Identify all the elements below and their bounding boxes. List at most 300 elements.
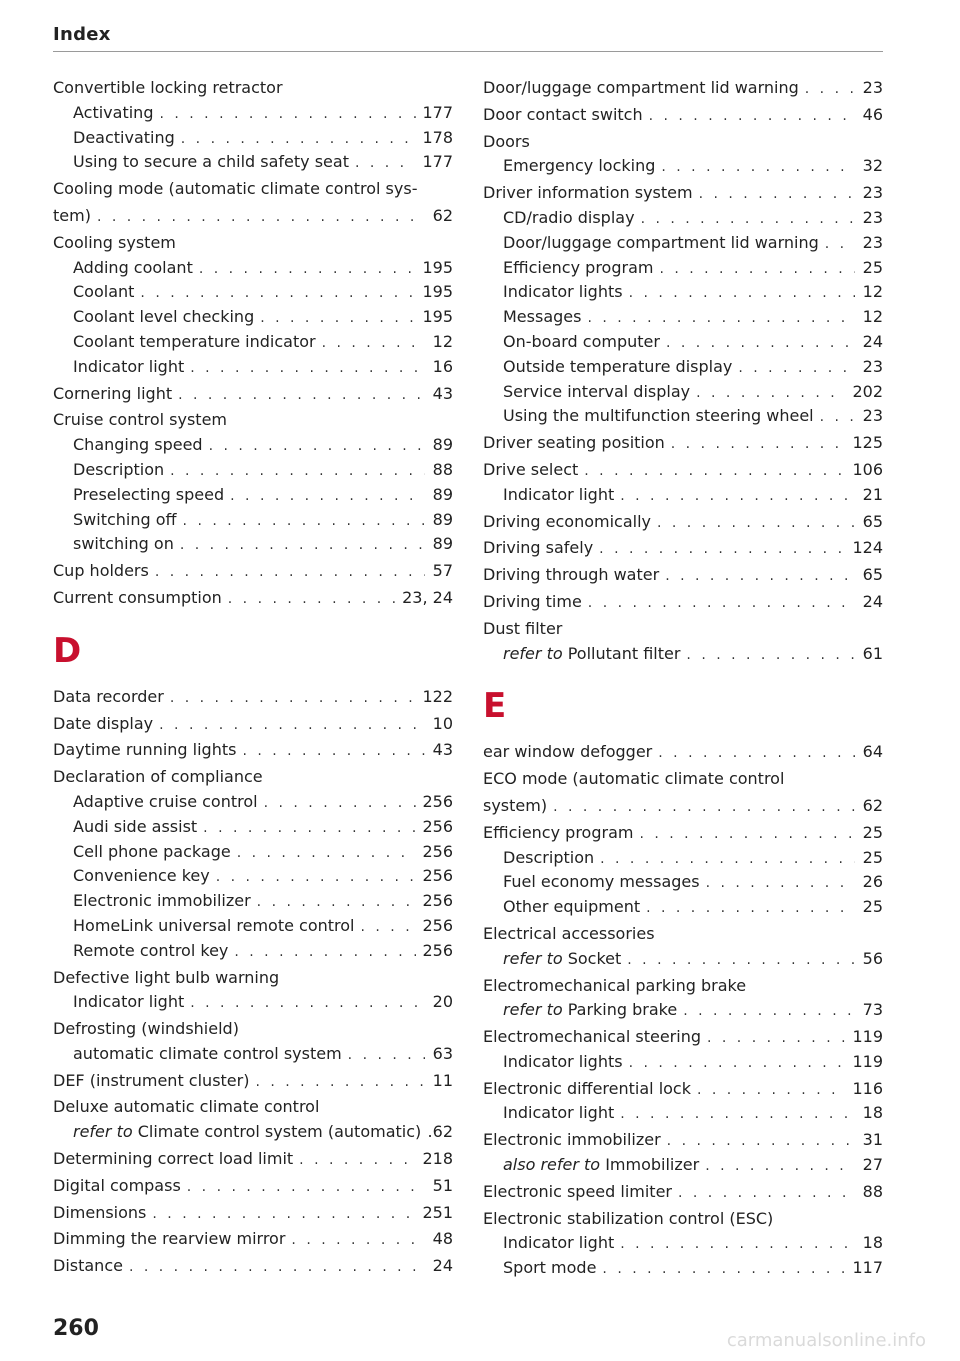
index-subentry <box>53 355 453 380</box>
dot-leader <box>649 104 855 129</box>
index-term <box>503 1153 699 1178</box>
index-entry <box>483 922 883 947</box>
index-subentry <box>53 864 453 889</box>
index-entry <box>53 1069 453 1094</box>
index-entry <box>53 765 453 790</box>
index-subentry <box>53 790 453 815</box>
dot-leader <box>600 847 855 872</box>
index-entry <box>53 231 453 256</box>
index-term: Digital compass <box>53 1175 181 1195</box>
dot-leader <box>686 643 855 668</box>
page-reference: 125 <box>852 433 883 453</box>
dot-leader <box>666 331 855 356</box>
index-term: Data recorder <box>53 686 164 706</box>
cross-reference-label: refer to <box>503 948 563 968</box>
dot-leader <box>183 509 425 534</box>
index-term <box>503 642 680 667</box>
dot-leader <box>178 383 425 408</box>
index-subentry <box>483 256 883 281</box>
dot-leader <box>322 331 425 356</box>
index-subentry <box>53 101 453 126</box>
index-term: CD/radio display <box>503 207 635 227</box>
header-divider <box>53 51 883 52</box>
page-reference: 24 <box>862 591 883 611</box>
dot-leader <box>361 915 417 940</box>
page-reference: 256 <box>422 915 453 935</box>
index-term: Drive select <box>483 459 579 479</box>
index-subentry <box>483 404 883 429</box>
index-term: Remote control key <box>73 940 229 960</box>
dot-leader <box>299 1148 416 1173</box>
page-reference: 256 <box>422 866 453 886</box>
index-entry <box>483 821 883 846</box>
dot-leader <box>181 127 417 152</box>
dot-leader <box>620 1102 855 1127</box>
dot-leader <box>697 1078 846 1103</box>
index-subentry <box>53 433 453 458</box>
page-reference: 106 <box>852 459 883 479</box>
page-reference: 12 <box>862 282 883 302</box>
cross-reference-label: refer to <box>503 643 563 663</box>
index-subentry <box>53 840 453 865</box>
index-subentry <box>483 483 883 508</box>
index-term: Electronic immobilizer <box>483 1130 661 1150</box>
dot-leader <box>706 871 855 896</box>
index-term: Indicator light <box>503 1103 615 1123</box>
index-entry <box>53 559 453 584</box>
index-entry <box>53 382 453 407</box>
index-term: Driving time <box>483 591 582 611</box>
dot-leader <box>667 1129 855 1154</box>
index-entry <box>483 1180 883 1205</box>
dot-leader <box>707 1026 846 1051</box>
index-term: Electronic differential lock <box>483 1078 691 1098</box>
page-reference: 43 <box>432 740 453 760</box>
index-entry <box>483 974 883 999</box>
page-reference: 177 <box>422 102 453 122</box>
index-entry <box>53 685 453 710</box>
page-reference: 27 <box>862 1155 883 1175</box>
index-term: Audi side assist <box>73 816 198 836</box>
index-subentry <box>483 1231 883 1256</box>
index-term: Indicator lights <box>503 1051 623 1071</box>
index-subentry <box>53 939 453 964</box>
dot-leader <box>587 306 855 331</box>
index-term: Adaptive cruise control <box>73 791 258 811</box>
index-term: Indicator lights <box>503 282 623 302</box>
index-term: Date display <box>53 713 154 733</box>
page-reference: 61 <box>862 643 883 663</box>
index-term: Electromechanical parking brake <box>483 975 747 995</box>
dot-leader <box>699 182 855 207</box>
index-term: Description <box>73 459 165 479</box>
index-term: Using to secure a child safety seat <box>73 152 349 172</box>
dot-leader <box>678 1181 855 1206</box>
page-reference: 23, 24 <box>402 587 453 607</box>
cross-reference-label: refer to <box>503 1000 563 1020</box>
index-term: tem) <box>53 205 91 225</box>
index-subentry <box>483 846 883 871</box>
page-reference: 18 <box>862 1233 883 1253</box>
dot-leader <box>641 207 855 232</box>
index-term <box>503 998 677 1023</box>
page-reference: 57 <box>432 561 453 581</box>
dot-leader <box>264 791 417 816</box>
index-subentry <box>483 642 883 667</box>
index-term: Indicator light <box>73 992 185 1012</box>
index-term: Doors <box>483 131 530 151</box>
dot-leader <box>159 713 425 738</box>
index-subentry <box>483 1256 883 1281</box>
dot-leader <box>696 381 846 406</box>
index-term: Dimensions <box>53 1202 147 1222</box>
index-term: Driving through water <box>483 565 660 585</box>
index-subentry <box>483 947 883 972</box>
section-letter: E <box>483 686 507 727</box>
index-term: Dust filter <box>483 618 563 638</box>
index-term: Coolant temperature indicator <box>73 331 316 351</box>
index-subentry <box>483 330 883 355</box>
page-reference: 21 <box>862 484 883 504</box>
dot-leader <box>228 587 396 612</box>
index-term: Fuel economy messages <box>503 872 700 892</box>
index-subentry <box>53 1120 453 1145</box>
page-reference: 89 <box>432 534 453 554</box>
dot-leader <box>140 281 416 306</box>
page-reference: 20 <box>432 992 453 1012</box>
section-letter: D <box>53 630 82 671</box>
index-term: Sport mode <box>503 1258 597 1278</box>
index-entry <box>483 794 883 819</box>
dot-leader <box>620 1232 855 1257</box>
dot-leader <box>602 1257 846 1282</box>
index-entry <box>53 1147 453 1172</box>
page-reference: 10 <box>432 713 453 733</box>
cross-reference-target: Climate control system (automatic) <box>137 1122 422 1142</box>
dot-leader <box>348 1043 425 1068</box>
index-entry <box>53 586 453 611</box>
index-entry <box>483 76 883 101</box>
index-term: Defrosting (windshield) <box>53 1019 239 1039</box>
index-term: Cup holders <box>53 561 149 581</box>
index-entry <box>483 181 883 206</box>
index-subentry <box>483 895 883 920</box>
index-term: Deactivating <box>73 127 175 147</box>
page-reference: 122 <box>422 686 453 706</box>
index-term: automatic climate control system <box>73 1043 342 1063</box>
page-reference: 195 <box>422 282 453 302</box>
page-reference: 46 <box>862 104 883 124</box>
index-term: Door/luggage compartment lid warning <box>503 232 819 252</box>
dot-leader <box>553 795 855 820</box>
index-subentry <box>483 305 883 330</box>
index-term: Current consumption <box>53 587 222 607</box>
index-term: Service interval display <box>503 381 691 401</box>
dot-leader <box>659 257 855 282</box>
index-entry <box>483 1077 883 1102</box>
dot-leader <box>159 102 416 127</box>
index-term: Electronic stabilization control (ESC) <box>483 1208 774 1228</box>
page-reference: 23 <box>862 232 883 252</box>
index-entry <box>483 767 883 792</box>
watermark-text: carmanualsonline.info <box>726 1330 926 1351</box>
page-reference: 25 <box>862 897 883 917</box>
dot-leader <box>129 1255 425 1280</box>
index-subentry <box>483 231 883 256</box>
dot-leader <box>155 560 425 585</box>
index-subentry <box>53 330 453 355</box>
index-term: HomeLink universal remote control <box>73 915 355 935</box>
page-reference: 11 <box>432 1070 453 1090</box>
page-reference: 23 <box>862 356 883 376</box>
page-reference: 25 <box>862 847 883 867</box>
page-reference: 88 <box>862 1181 883 1201</box>
page-reference: 23 <box>862 183 883 203</box>
index-subentry <box>53 458 453 483</box>
index-term: Adding coolant <box>73 257 193 277</box>
page-reference: 24 <box>432 1256 453 1276</box>
dot-leader <box>671 432 847 457</box>
index-entry <box>53 712 453 737</box>
index-term: Indicator light <box>503 1233 615 1253</box>
index-term: ear window defogger <box>483 742 653 762</box>
page-reference: 23 <box>862 78 883 97</box>
page-reference: 256 <box>422 891 453 911</box>
dot-leader <box>234 940 416 965</box>
index-subentry <box>53 1042 453 1067</box>
index-term: Description <box>503 847 595 867</box>
dot-leader <box>355 151 416 176</box>
index-term: Cruise control system <box>53 410 227 430</box>
index-subentry <box>53 508 453 533</box>
index-term <box>503 947 621 972</box>
index-term: Defective light bulb warning <box>53 967 280 987</box>
index-term: Cooling mode (automatic climate control sys- <box>53 179 418 199</box>
page-reference: 116 <box>852 1078 883 1098</box>
index-term: Declaration of compliance <box>53 767 263 787</box>
cross-reference-target: Immobilizer <box>605 1155 700 1175</box>
dot-leader <box>260 306 416 331</box>
index-entry <box>53 738 453 763</box>
dot-leader <box>584 459 846 484</box>
index-entry <box>53 177 453 202</box>
index-term: Indicator light <box>73 356 185 376</box>
index-entry <box>483 590 883 615</box>
index-term: Outside temperature display <box>503 356 733 376</box>
index-entry <box>53 1174 453 1199</box>
dot-leader <box>97 205 425 230</box>
index-column-right <box>483 76 883 1281</box>
cross-reference-label: also refer to <box>503 1155 601 1175</box>
index-entry <box>53 966 453 991</box>
page-reference: 88 <box>432 459 453 479</box>
index-subentry <box>53 990 453 1015</box>
index-subentry <box>53 483 453 508</box>
index-term: Messages <box>503 307 582 327</box>
dot-leader <box>738 356 855 381</box>
index-entry <box>483 103 883 128</box>
index-entry <box>483 740 883 765</box>
dot-leader <box>209 434 425 459</box>
page-title: Index <box>53 24 111 45</box>
index-term: Electrical accessories <box>483 923 655 943</box>
index-term: system) <box>483 795 548 815</box>
index-term: Other equipment <box>503 897 641 917</box>
index-term: Indicator light <box>503 484 615 504</box>
cross-reference-target: Socket <box>567 948 622 968</box>
index-entry <box>483 431 883 456</box>
dot-leader <box>190 356 425 381</box>
index-term: Driving economically <box>483 511 651 531</box>
index-term: Dimming the rearview mirror <box>53 1229 286 1249</box>
page-reference: 65 <box>862 565 883 585</box>
dot-leader <box>658 741 855 766</box>
dot-leader <box>629 281 855 306</box>
index-subentry <box>483 280 883 305</box>
page-reference: 12 <box>862 307 883 327</box>
page-reference: 43 <box>432 383 453 403</box>
dot-leader <box>825 232 855 257</box>
index-subentry <box>53 280 453 305</box>
index-term: Cooling system <box>53 232 176 252</box>
cross-reference-target: Pollutant filter <box>567 643 681 663</box>
page-reference: 89 <box>432 435 453 455</box>
index-subentry <box>483 380 883 405</box>
dot-leader <box>657 511 855 536</box>
index-entry <box>53 76 453 101</box>
index-entry <box>53 1254 453 1279</box>
index-entry <box>483 617 883 642</box>
dot-leader <box>705 1154 855 1179</box>
page-reference: 24 <box>862 331 883 351</box>
index-column-left <box>53 76 453 1279</box>
page-reference: 178 <box>422 127 453 147</box>
page-reference: 251 <box>422 1202 453 1222</box>
dot-leader <box>627 948 855 973</box>
dot-leader <box>629 1051 847 1076</box>
index-term <box>73 1120 421 1145</box>
index-term: Determining correct load limit <box>53 1149 294 1169</box>
index-entry <box>53 204 453 229</box>
index-subentry <box>53 815 453 840</box>
index-subentry <box>53 126 453 151</box>
index-term: switching on <box>73 534 174 554</box>
dot-leader <box>230 484 425 509</box>
index-term: Electronic speed limiter <box>483 1181 672 1201</box>
index-entry <box>483 1025 883 1050</box>
page-reference: 195 <box>422 307 453 327</box>
index-entry <box>483 1207 883 1232</box>
dot-leader <box>190 991 425 1016</box>
index-subentry <box>483 1101 883 1126</box>
dot-leader <box>255 1070 425 1095</box>
page-reference: 218 <box>422 1149 453 1169</box>
page-reference: 64 <box>862 742 883 762</box>
index-entry <box>483 1128 883 1153</box>
page-reference: 25 <box>862 822 883 842</box>
index-entry <box>53 1017 453 1042</box>
dot-leader <box>170 459 425 484</box>
index-term: Door/luggage compartment lid warning <box>483 78 799 97</box>
page-reference: 18 <box>862 1103 883 1123</box>
index-term: Efficiency program <box>483 822 634 842</box>
page-reference: 25 <box>862 257 883 277</box>
index-term: Cell phone package <box>73 841 231 861</box>
index-subentry <box>483 870 883 895</box>
page-reference: 23 <box>862 207 883 227</box>
index-subentry <box>53 532 453 557</box>
index-entry <box>53 408 453 433</box>
index-term: Changing speed <box>73 435 203 455</box>
dot-leader <box>180 533 425 558</box>
page-reference: 63 <box>432 1043 453 1063</box>
page-reference: 202 <box>852 381 883 401</box>
dot-leader <box>683 999 855 1024</box>
page-reference: 256 <box>422 841 453 861</box>
index-subentry <box>483 1050 883 1075</box>
page-reference: 31 <box>862 1130 883 1150</box>
page-reference: 48 <box>432 1229 453 1249</box>
dot-leader <box>170 686 417 711</box>
page-reference: 26 <box>862 872 883 892</box>
page-reference: 256 <box>422 816 453 836</box>
index-term: Convertible locking retractor <box>53 78 283 97</box>
page-reference: 23 <box>862 406 883 426</box>
index-term: DEF (instrument cluster) <box>53 1070 250 1090</box>
index-term: Efficiency program <box>503 257 654 277</box>
dot-leader <box>639 822 855 847</box>
dot-leader <box>820 405 855 430</box>
page-reference: 73 <box>862 1000 883 1020</box>
page-reference: 62 <box>862 795 883 815</box>
index-entry <box>53 1095 453 1120</box>
page-reference: 65 <box>862 511 883 531</box>
page-reference: 62 <box>432 205 453 225</box>
dot-leader <box>665 564 855 589</box>
index-term: Using the multifunction steering wheel <box>503 406 814 426</box>
index-term: On-board computer <box>503 331 660 351</box>
page-reference: 12 <box>432 331 453 351</box>
page-reference: 117 <box>852 1258 883 1278</box>
index-entry <box>483 536 883 561</box>
index-term: Preselecting speed <box>73 484 225 504</box>
index-subentry <box>53 150 453 175</box>
dot-leader <box>805 77 855 102</box>
index-term: Coolant level checking <box>73 307 255 327</box>
dot-leader <box>152 1202 416 1227</box>
page-reference: 89 <box>432 484 453 504</box>
page-reference: 124 <box>852 538 883 558</box>
dot-leader <box>599 537 846 562</box>
index-subentry <box>483 355 883 380</box>
index-term: Switching off <box>73 509 177 529</box>
cross-reference-target: Parking brake <box>567 1000 678 1020</box>
index-term: Distance <box>53 1256 123 1276</box>
page-reference: 119 <box>852 1051 883 1071</box>
index-term: Daytime running lights <box>53 740 237 760</box>
index-term: Activating <box>73 102 154 122</box>
dot-leader <box>291 1228 425 1253</box>
index-subentry <box>483 206 883 231</box>
dot-leader <box>588 591 855 616</box>
page-reference: 177 <box>422 152 453 172</box>
dot-leader <box>199 257 417 282</box>
index-subentry <box>53 256 453 281</box>
index-subentry <box>53 305 453 330</box>
index-subentry <box>483 1153 883 1178</box>
index-term: Convenience key <box>73 866 210 886</box>
index-term: Emergency locking <box>503 156 656 176</box>
